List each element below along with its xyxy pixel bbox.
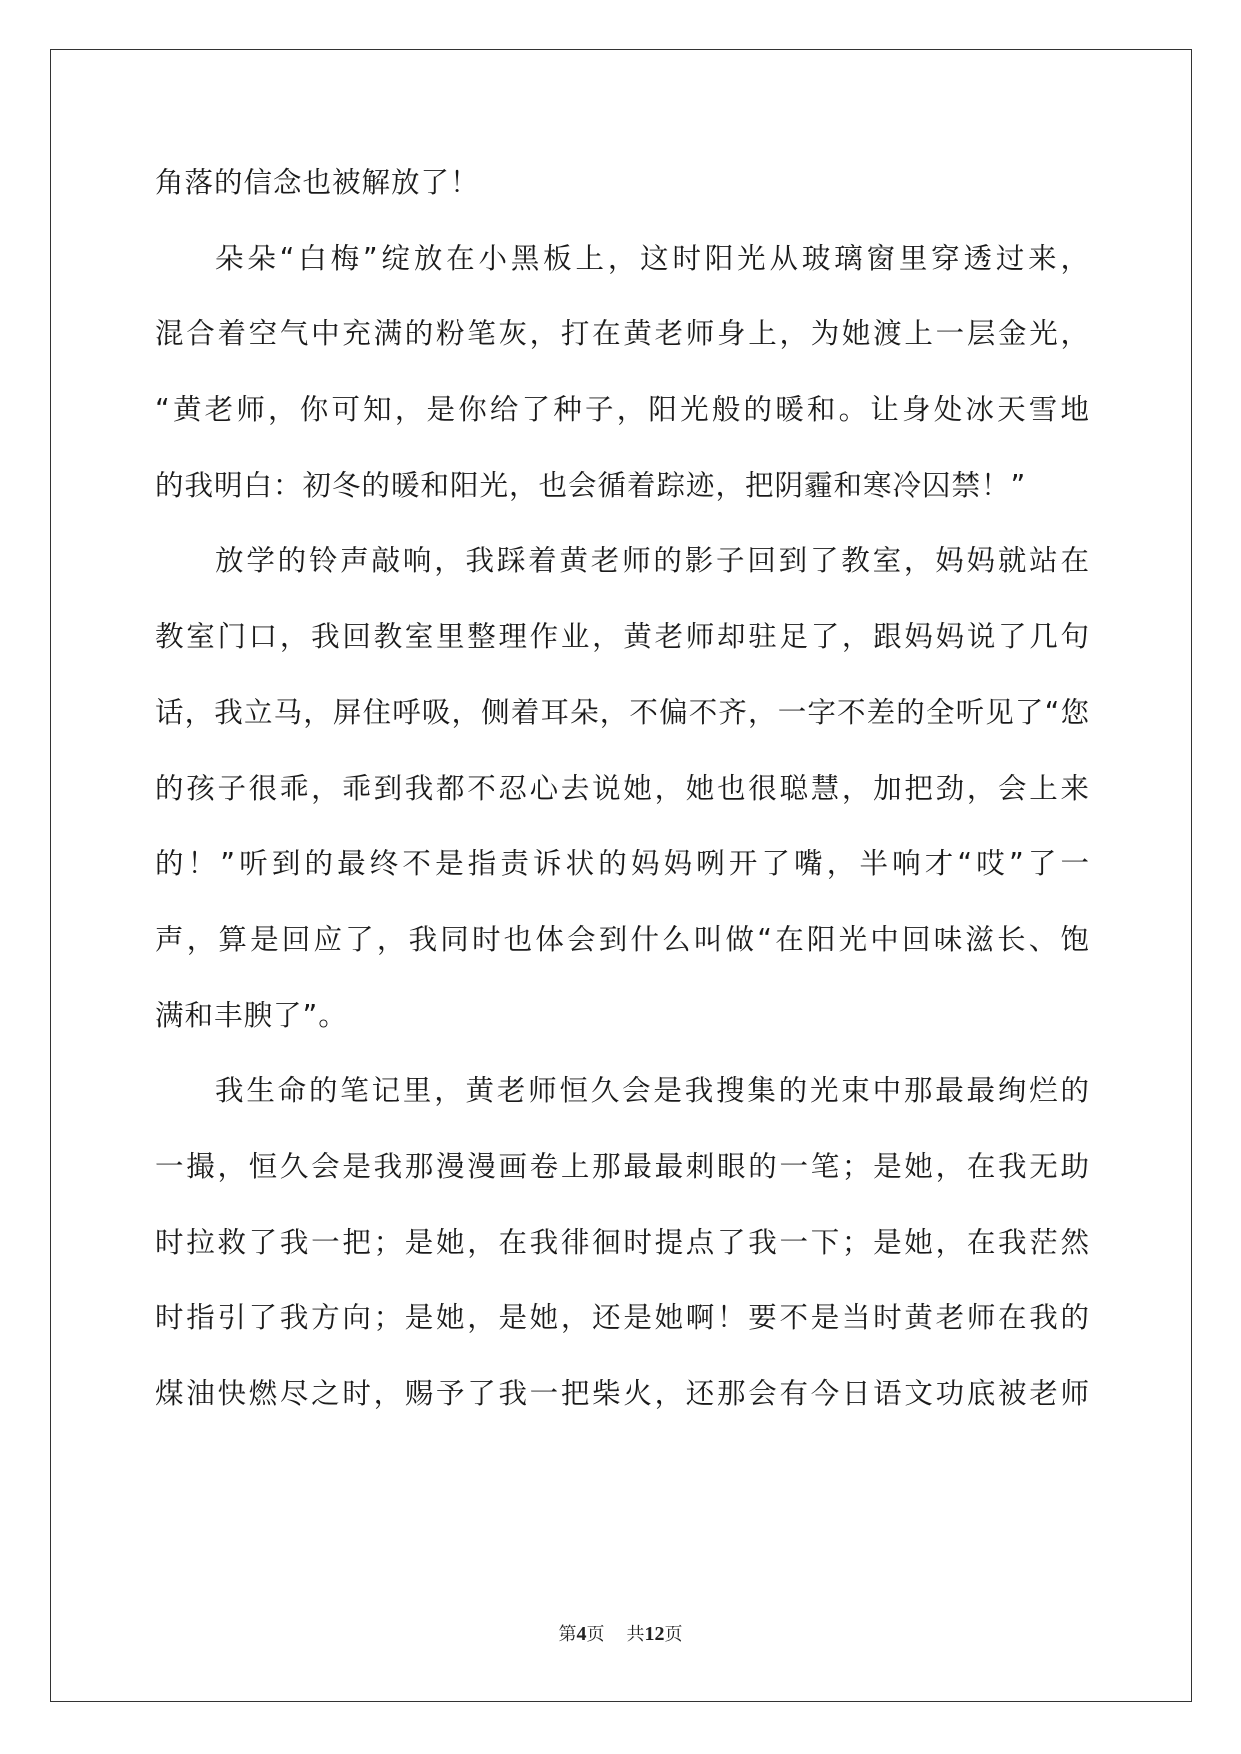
page-prefix: 第 xyxy=(558,1624,577,1645)
document-body xyxy=(155,160,1090,1447)
text-line: 我生命的笔记里，黄老师恒久会是我搜集的光束中那最最绚烂的 xyxy=(215,1074,1090,1108)
text-line: 一撮，恒久会是我那漫漫画卷上那最最刺眼的一笔；是她，在我无助 xyxy=(155,1149,1090,1183)
text-line: 教室门口，我回教室里整理作业，黄老师却驻足了，跟妈妈说了几句 xyxy=(155,620,1090,654)
text-line: “黄老师，你可知，是你给了种子，阳光般的暖和。让身处冰天雪地 xyxy=(155,393,1090,427)
text-line: 时指引了我方向；是她，是她，还是她啊！要不是当时黄老师在我的 xyxy=(155,1301,1090,1335)
text-line: 混合着空气中充满的粉笔灰，打在黄老师身上，为她渡上一层金光， xyxy=(155,317,1090,351)
total-prefix: 共 xyxy=(626,1624,645,1645)
page-footer xyxy=(0,1620,1241,1646)
text-line: 满和丰腴了”。 xyxy=(155,998,348,1032)
total-pages: 12 xyxy=(644,1623,665,1645)
text-line: 的！”听到的最终不是指责诉状的妈妈咧开了嘴，半响才“哎”了一 xyxy=(155,847,1090,881)
text-line: 朵朵“白梅”绽放在小黑板上，这时阳光从玻璃窗里穿透过来， xyxy=(215,241,1090,275)
text-line: 煤油快燃尽之时，赐予了我一把柴火，还那会有今日语文功底被老师 xyxy=(155,1377,1090,1410)
text-line: 的我明白：初冬的暖和阳光，也会循着踪迹，把阴霾和寒冷囚禁！” xyxy=(155,468,1027,502)
text-line: 时拉救了我一把；是她，在我徘徊时提点了我一下；是她，在我茫然 xyxy=(155,1225,1090,1259)
text-line: 角落的信念也被解放了！ xyxy=(155,166,480,199)
text-line: 放学的铃声敲响，我踩着黄老师的影子回到了教室，妈妈就站在 xyxy=(215,544,1090,578)
page-suffix: 页 xyxy=(586,1624,605,1645)
total-suffix: 页 xyxy=(664,1624,683,1645)
text-line: 话，我立马，屏住呼吸，侧着耳朵，不偏不齐，一字不差的全听见了“您 xyxy=(155,695,1090,729)
text-line: 的孩子很乖，乖到我都不忍心去说她，她也很聪慧，加把劲，会上来 xyxy=(155,771,1090,805)
page-number: 4 xyxy=(576,1623,587,1645)
text-line: 声，算是回应了，我同时也体会到什么叫做“在阳光中回味滋长、饱 xyxy=(155,922,1090,956)
